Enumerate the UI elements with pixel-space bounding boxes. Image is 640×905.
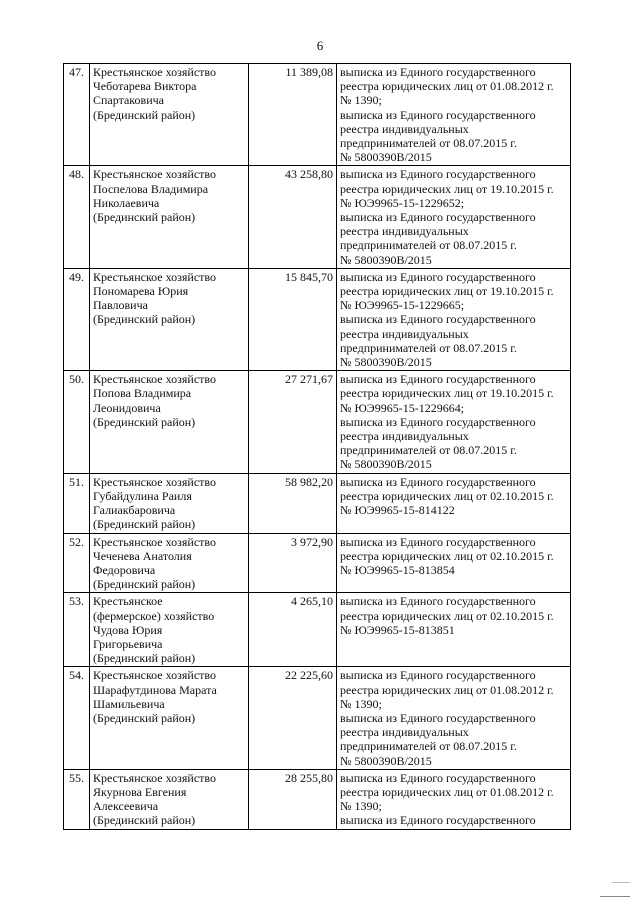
amount: 4 265,10 xyxy=(249,593,337,667)
registry-extract: выписка из Единого государственного реестра юридических лиц от 19.10.2015 г. № ЮЭ9965-15-1229665; выписка из Единого государственного реестра индивидуальных предпринимателей от 08.07.2015 г. № 5800390В/2015 xyxy=(337,268,571,370)
farm-name: Крестьянское хозяйство Шарафутдинова Марата Шамильевича (Брединский район) xyxy=(90,667,249,769)
table-row xyxy=(64,473,571,533)
registry-extract: выписка из Единого государственного реестра юридических лиц от 02.10.2015 г. № ЮЭ9965-15-814122 xyxy=(337,473,571,533)
row-number: 53. xyxy=(64,593,90,667)
farm-name: Крестьянское хозяйство Пономарева Юрия Павловича (Брединский район) xyxy=(90,268,249,370)
table-row xyxy=(64,667,571,769)
farm-name: Крестьянское (фермерское) хозяйство Чудова Юрия Григорьевича (Брединский район) xyxy=(90,593,249,667)
farm-name: Крестьянское хозяйство Попова Владимира Леонидовича (Брединский район) xyxy=(90,371,249,473)
table-row xyxy=(64,166,571,268)
page-number: 6 xyxy=(316,38,324,53)
registry-extract: выписка из Единого государственного реестра юридических лиц от 19.10.2015 г. № ЮЭ9965-15-1229664; выписка из Единого государственного реестра индивидуальных предпринимателей от 08.07.2015 г. № 5800390В/2015 xyxy=(337,371,571,473)
row-number: 54. xyxy=(64,667,90,769)
amount: 27 271,67 xyxy=(249,371,337,473)
farm-name: Крестьянское хозяйство Губайдулина Раиля Галиакбаровича (Брединский район) xyxy=(90,473,249,533)
amount: 28 255,80 xyxy=(249,769,337,829)
farm-name: Крестьянское хозяйство Чеботарева Виктора Спартаковича (Брединский район) xyxy=(90,64,249,166)
registry-extract: выписка из Единого государственного реестра юридических лиц от 02.10.2015 г. № ЮЭ9965-15-813854 xyxy=(337,533,571,593)
table-row xyxy=(64,371,571,473)
registry-table xyxy=(63,63,571,830)
amount: 11 389,08 xyxy=(249,64,337,166)
amount: 43 258,80 xyxy=(249,166,337,268)
farm-name: Крестьянское хозяйство Якурнова Евгения Алексеевича (Брединский район) xyxy=(90,769,249,829)
farm-name: Крестьянское хозяйство Поспелова Владимира Николаевича (Брединский район) xyxy=(90,166,249,268)
registry-extract: выписка из Единого государственного реестра юридических лиц от 19.10.2015 г. № ЮЭ9965-15-1229652; выписка из Единого государственного реестра индивидуальных предпринимателей от 08.07.2015 г. № 5800390В/2015 xyxy=(337,166,571,268)
registry-extract: выписка из Единого государственного реестра юридических лиц от 01.08.2012 г. № 1390; выписка из Единого государственного реестра индивидуальных предпринимателей от 08.07.2015 г. № 5800390В/2015 xyxy=(337,667,571,769)
table-row xyxy=(64,593,571,667)
registry-table-body xyxy=(64,64,571,830)
amount: 3 972,90 xyxy=(249,533,337,593)
registry-extract: выписка из Единого государственного реестра юридических лиц от 01.08.2012 г. № 1390; выписка из Единого государственного реестра индивидуальных предпринимателей от 08.07.2015 г. № 5800390В/2015 xyxy=(337,64,571,166)
row-number: 52. xyxy=(64,533,90,593)
row-number: 49. xyxy=(64,268,90,370)
row-number: 48. xyxy=(64,166,90,268)
row-number: 50. xyxy=(64,371,90,473)
scan-edge-mark xyxy=(600,896,630,897)
amount: 22 225,60 xyxy=(249,667,337,769)
farm-name: Крестьянское хозяйство Чеченева Анатолия Федоровича (Брединский район) xyxy=(90,533,249,593)
registry-extract: выписка из Единого государственного реестра юридических лиц от 01.08.2012 г. № 1390; выписка из Единого государственного xyxy=(337,769,571,829)
table-row xyxy=(64,64,571,166)
amount: 58 982,20 xyxy=(249,473,337,533)
table-row xyxy=(64,268,571,370)
registry-extract: выписка из Единого государственного реестра юридических лиц от 02.10.2015 г. № ЮЭ9965-15-813851 xyxy=(337,593,571,667)
scan-edge-mark xyxy=(612,882,630,883)
row-number: 51. xyxy=(64,473,90,533)
row-number: 55. xyxy=(64,769,90,829)
row-number: 47. xyxy=(64,64,90,166)
table-row xyxy=(64,533,571,593)
amount: 15 845,70 xyxy=(249,268,337,370)
table-row xyxy=(64,769,571,829)
